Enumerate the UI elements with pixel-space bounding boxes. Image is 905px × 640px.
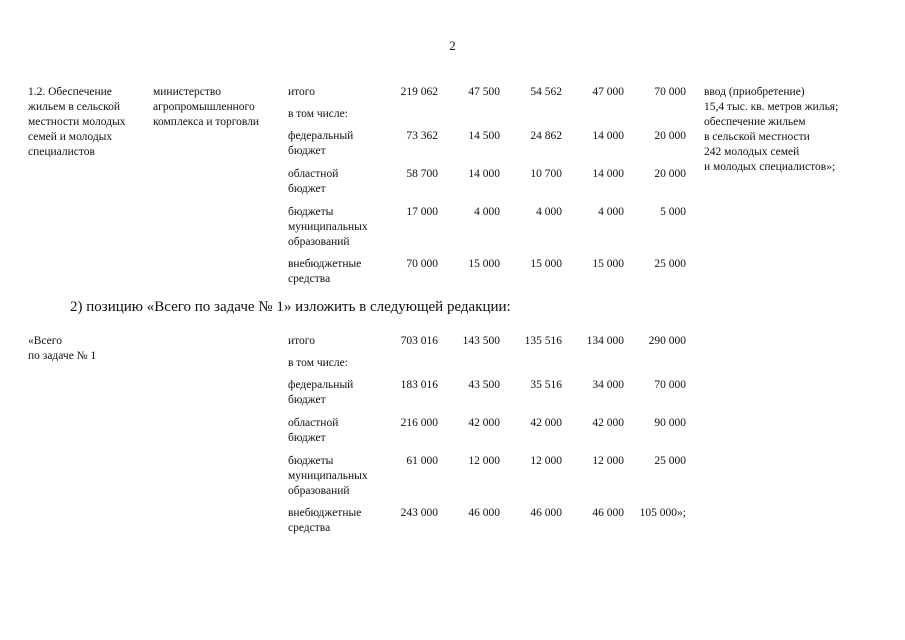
funding-source-label: областной бюджет [288, 417, 339, 444]
amount-cell: 73 362 [406, 130, 438, 142]
amount-cell: 15 000 [592, 258, 624, 270]
expected-result: ввод (приобретение) 15,4 тыс. кв. метров жилья; обеспечение жильем в сельской местности 242 молодых семей и молодых специалистов»; [704, 86, 839, 173]
amount-cell: 703 016 [400, 335, 438, 347]
amount-cell: 61 000 [406, 455, 438, 467]
amount-cell: 143 500 [462, 335, 500, 347]
section-1-rows [28, 85, 886, 295]
expected-result [686, 334, 886, 544]
amount-cell: 42 000 [530, 417, 562, 429]
amount-cell [500, 356, 562, 378]
amount-cell: 46 000 [468, 507, 500, 519]
amount-cell: 70 000 [406, 258, 438, 270]
section-1-block [28, 85, 888, 295]
amount-cell: 10 700 [530, 168, 562, 180]
amount-cell [624, 356, 686, 378]
section-2-table [28, 334, 886, 544]
section-2-block [28, 334, 888, 544]
amount-cell: 4 000 [474, 206, 500, 218]
amount-cell: 35 516 [530, 379, 562, 391]
section-2-rows [28, 334, 886, 544]
amount-cell: 47 500 [468, 86, 500, 98]
position-name: «Всего по задаче № 1 [28, 335, 97, 362]
amount-cell: 42 000 [592, 417, 624, 429]
executor: министерство агропромышленного комплекса и торговли [153, 86, 260, 128]
amount-cell: 70 000 [654, 86, 686, 98]
amount-cell: 25 000 [654, 455, 686, 467]
amount-cell: 15 000 [468, 258, 500, 270]
funding-source-label: бюджеты муниципальных образований [288, 455, 368, 497]
amount-cell: 25 000 [654, 258, 686, 270]
page-number: 2 [449, 38, 456, 53]
amount-cell [383, 356, 438, 378]
funding-source-label: внебюджетные средства [288, 258, 362, 285]
funding-source-label: внебюджетные средства [288, 507, 362, 534]
amount-cell: 47 000 [592, 86, 624, 98]
amount-cell [562, 107, 624, 129]
amount-cell: 12 000 [592, 455, 624, 467]
instruction-heading: 2) позицию «Всего по задаче № 1» изложить в следующей редакции: [70, 299, 511, 315]
amount-cell [383, 107, 438, 129]
amount-cell: 5 000 [660, 206, 686, 218]
amount-cell: 4 000 [536, 206, 562, 218]
amount-cell: 46 000 [530, 507, 562, 519]
amount-cell: 14 000 [592, 130, 624, 142]
amount-cell: 24 862 [530, 130, 562, 142]
amount-cell: 14 000 [468, 168, 500, 180]
amount-cell: 14 000 [592, 168, 624, 180]
funding-source-label: федеральный бюджет [288, 379, 354, 406]
amount-cell: 12 000 [468, 455, 500, 467]
amount-cell: 15 000 [530, 258, 562, 270]
amount-cell: 34 000 [592, 379, 624, 391]
amount-cell: 43 500 [468, 379, 500, 391]
amount-cell: 219 062 [400, 86, 438, 98]
amount-cell: 20 000 [654, 130, 686, 142]
position-name: 1.2. Обеспечение жильем в сельской местности молодых семей и молодых специалистов [28, 86, 126, 158]
funding-source-label: бюджеты муниципальных образований [288, 206, 368, 248]
amount-cell: 58 700 [406, 168, 438, 180]
amount-cell: 42 000 [468, 417, 500, 429]
amount-cell [438, 356, 500, 378]
amount-cell: 243 000 [400, 507, 438, 519]
section-1-table [28, 85, 886, 295]
amount-cell: 12 000 [530, 455, 562, 467]
amount-cell: 14 500 [468, 130, 500, 142]
funding-source-label: областной бюджет [288, 168, 339, 195]
amount-cell: 105 000»; [639, 507, 686, 519]
table-row [28, 334, 886, 356]
amount-cell [500, 107, 562, 129]
amount-cell: 4 000 [598, 206, 624, 218]
amount-cell: 70 000 [654, 379, 686, 391]
amount-cell [562, 356, 624, 378]
amount-cell: 17 000 [406, 206, 438, 218]
amount-cell: 183 016 [400, 379, 438, 391]
amount-cell: 54 562 [530, 86, 562, 98]
amount-cell: 290 000 [648, 335, 686, 347]
amount-cell: 90 000 [654, 417, 686, 429]
amount-cell: 216 000 [400, 417, 438, 429]
amount-cell [624, 107, 686, 129]
amount-cell: 46 000 [592, 507, 624, 519]
amount-cell: 135 516 [524, 335, 562, 347]
amount-cell: 134 000 [586, 335, 624, 347]
funding-source-label: федеральный бюджет [288, 130, 354, 157]
table-row [28, 85, 886, 107]
funding-source-label: в том числе: [288, 108, 348, 120]
amount-cell [438, 107, 500, 129]
executor [153, 334, 288, 544]
funding-source-label: в том числе: [288, 357, 348, 369]
funding-source-label: итого [288, 86, 315, 98]
amount-cell: 20 000 [654, 168, 686, 180]
funding-source-label: итого [288, 335, 315, 347]
